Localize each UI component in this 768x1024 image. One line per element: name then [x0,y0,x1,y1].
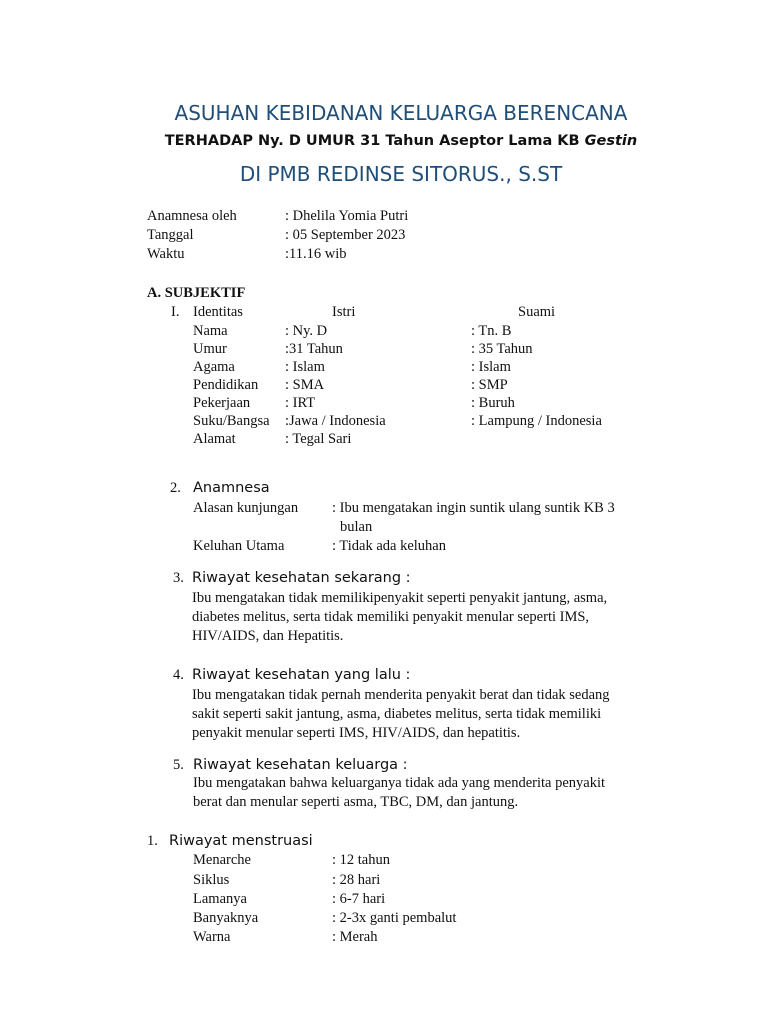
identitas-suami-value: : Lampung / Indonesia [471,413,602,429]
riwayat-lalu-heading: Riwayat kesehatan yang lalu : [192,667,411,683]
riwayat-lalu-line: penyakit menular seperti IMS, HIV/AIDS, dan hepatitis. [192,725,521,741]
meta-value-tanggal: : 05 September 2023 [285,227,406,243]
identitas-istri-value: : SMA [285,377,325,393]
identitas-istri-value: :Jawa / Indonesia [285,413,386,429]
menstruasi-row-value: : 2-3x ganti pembalut [332,910,457,926]
identitas-istri-value: :31 Tahun [285,341,343,357]
column-header-suami: Suami [518,304,556,320]
menstruasi-row-label: Lamanya [193,891,247,907]
menstruasi-row-label: Siklus [193,872,230,888]
identitas-row-label: Umur [193,341,227,357]
menstruasi-heading: Riwayat menstruasi [169,833,313,849]
menstruasi-row-value: : 12 tahun [332,852,390,868]
menstruasi-row-value: : Merah [332,929,378,945]
subtitle-text: TERHADAP Ny. D UMUR 31 Tahun Aseptor Lama KB [164,133,585,149]
identitas-row-label: Nama [193,323,228,339]
alasan-value-continued: bulan [340,519,373,535]
alasan-label: Alasan kunjungan [193,500,299,516]
riwayat-keluarga-line: Ibu mengatakan bahwa keluarganya tidak ada yang menderita penyakit [193,775,606,791]
anamnesa-number: 2. [170,480,181,496]
menstruasi-row-label: Banyaknya [193,910,259,926]
meta-label-anamnesa: Anamnesa oleh [147,208,237,224]
identitas-row-label: Suku/Bangsa [193,413,270,429]
identitas-suami-value: : 35 Tahun [471,341,533,357]
anamnesa-heading: Anamnesa [193,480,270,496]
identitas-row-label: Pekerjaan [193,395,251,411]
document-subtitle [0,131,768,151]
riwayat-lalu-number: 4. [173,667,184,683]
document-title: ASUHAN KEBIDANAN KELUARGA BERENCANA [174,101,628,125]
riwayat-keluarga-heading: Riwayat kesehatan keluarga : [193,757,408,773]
identitas-row-label: Agama [193,359,235,375]
menstruasi-row-label: Menarche [193,852,251,868]
menstruasi-row-value: : 6-7 hari [332,891,386,907]
menstruasi-row-label: Warna [193,929,231,945]
identitas-suami-value: : Buruh [471,395,515,411]
riwayat-sekarang-line: HIV/AIDS, dan Hepatitis. [192,628,344,644]
identitas-istri-value: : Tegal Sari [285,431,352,447]
keluhan-label: Keluhan Utama [193,538,285,554]
identitas-istri-value: : Islam [285,359,325,375]
identitas-label: Identitas [193,304,243,320]
meta-value-anamnesa: : Dhelila Yomia Putri [285,208,409,224]
identitas-row-label: Pendidikan [193,377,259,393]
riwayat-sekarang-heading: Riwayat kesehatan sekarang : [192,570,411,586]
identitas-suami-value: : Islam [471,359,511,375]
riwayat-sekarang-line: Ibu mengatakan tidak memilikipenyakit seperti penyakit jantung, asma, [192,590,608,606]
meta-label-tanggal: Tanggal [147,227,194,243]
identitas-row-label: Alamat [193,431,236,447]
section-heading-subjektif: A. SUBJEKTIF [147,285,246,301]
alasan-value: : Ibu mengatakan ingin suntik ulang suntik KB 3 [332,500,615,516]
riwayat-keluarga-line: berat dan menular seperti asma, TBC, DM, dan jantung. [193,794,519,810]
meta-label-waktu: Waktu [147,246,185,262]
identitas-istri-value: : IRT [285,395,316,411]
subtitle-italic: Gestin [584,133,638,149]
menstruasi-number: 1. [147,833,158,849]
identitas-istri-value: : Ny. D [285,323,328,339]
identitas-suami-value: : Tn. B [471,323,512,339]
riwayat-sekarang-line: diabetes melitus, serta tidak memiliki penyakit menular seperti IMS, [192,609,590,625]
identitas-number: I. [171,304,180,320]
riwayat-sekarang-number: 3. [173,570,184,586]
menstruasi-row-value: : 28 hari [332,872,381,888]
document-place: DI PMB REDINSE SITORUS., S.ST [239,162,563,186]
identitas-suami-value: : SMP [471,377,508,393]
riwayat-lalu-line: sakit seperti sakit jantung, asma, diabetes melitus, serta tidak memiliki [192,706,602,722]
meta-value-waktu: :11.16 wib [285,246,347,262]
riwayat-keluarga-number: 5. [173,757,184,773]
column-header-istri: Istri [332,304,356,320]
keluhan-value: : Tidak ada keluhan [332,538,446,554]
riwayat-lalu-line: Ibu mengatakan tidak pernah menderita penyakit berat dan tidak sedang [192,687,610,703]
